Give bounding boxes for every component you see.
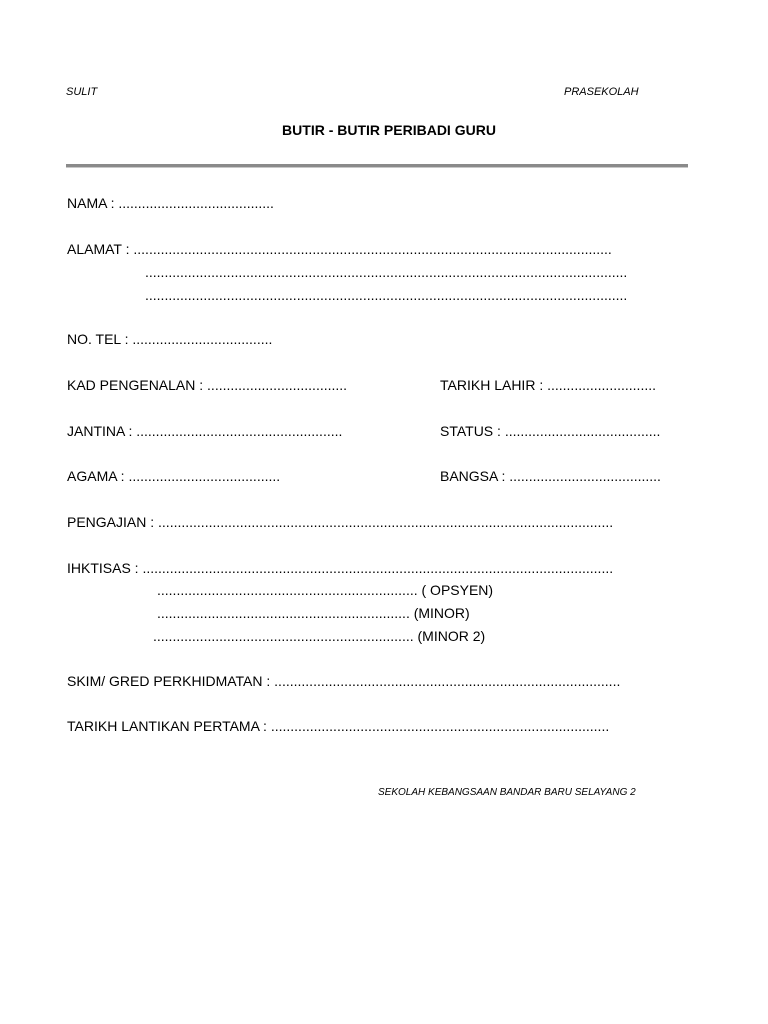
- field-alamat-line-1: ALAMAT : ...........................................................................................................................: [67, 241, 612, 257]
- field-tarikh-lahir: TARIKH LAHIR : ............................: [440, 377, 657, 393]
- field-ihktisas: IHKTISAS : .........................................................................................................................: [67, 560, 614, 576]
- field-alamat-line-3: ............................................................................................................................: [145, 287, 628, 303]
- header-classification: SULIT: [66, 86, 98, 98]
- field-skim-gred: SKIM/ GRED PERKHIDMATAN : .........................................................................................: [67, 673, 621, 689]
- field-agama: AGAMA : .......................................: [67, 468, 281, 484]
- field-ihktisas-opsyen: ................................................................... ( OPSYEN): [157, 582, 494, 598]
- field-status: STATUS : ........................................: [440, 423, 661, 439]
- field-bangsa: BANGSA : .......................................: [440, 468, 661, 484]
- field-ihktisas-minor: ................................................................. (MINOR): [157, 605, 470, 621]
- field-no-tel: NO. TEL : ....................................: [67, 331, 273, 347]
- field-nama: NAMA : ........................................: [67, 195, 274, 211]
- field-tarikh-lantikan: TARIKH LANTIKAN PERTAMA : .......................................................................................: [67, 718, 610, 734]
- field-ihktisas-minor-2: ................................................................... (MINOR 2): [153, 628, 486, 644]
- title-divider: [66, 164, 688, 168]
- field-alamat-line-2: ............................................................................................................................: [145, 264, 628, 280]
- field-pengajian: PENGAJIAN : .....................................................................................................................: [67, 514, 614, 530]
- footer-school-name: SEKOLAH KEBANGSAAN BANDAR BARU SELAYANG 2: [378, 787, 636, 798]
- header-level: PRASEKOLAH: [564, 86, 639, 98]
- form-title: BUTIR - BUTIR PERIBADI GURU: [282, 122, 496, 138]
- field-jantina: JANTINA : .....................................................: [67, 423, 343, 439]
- field-kad-pengenalan: KAD PENGENALAN : ....................................: [67, 377, 348, 393]
